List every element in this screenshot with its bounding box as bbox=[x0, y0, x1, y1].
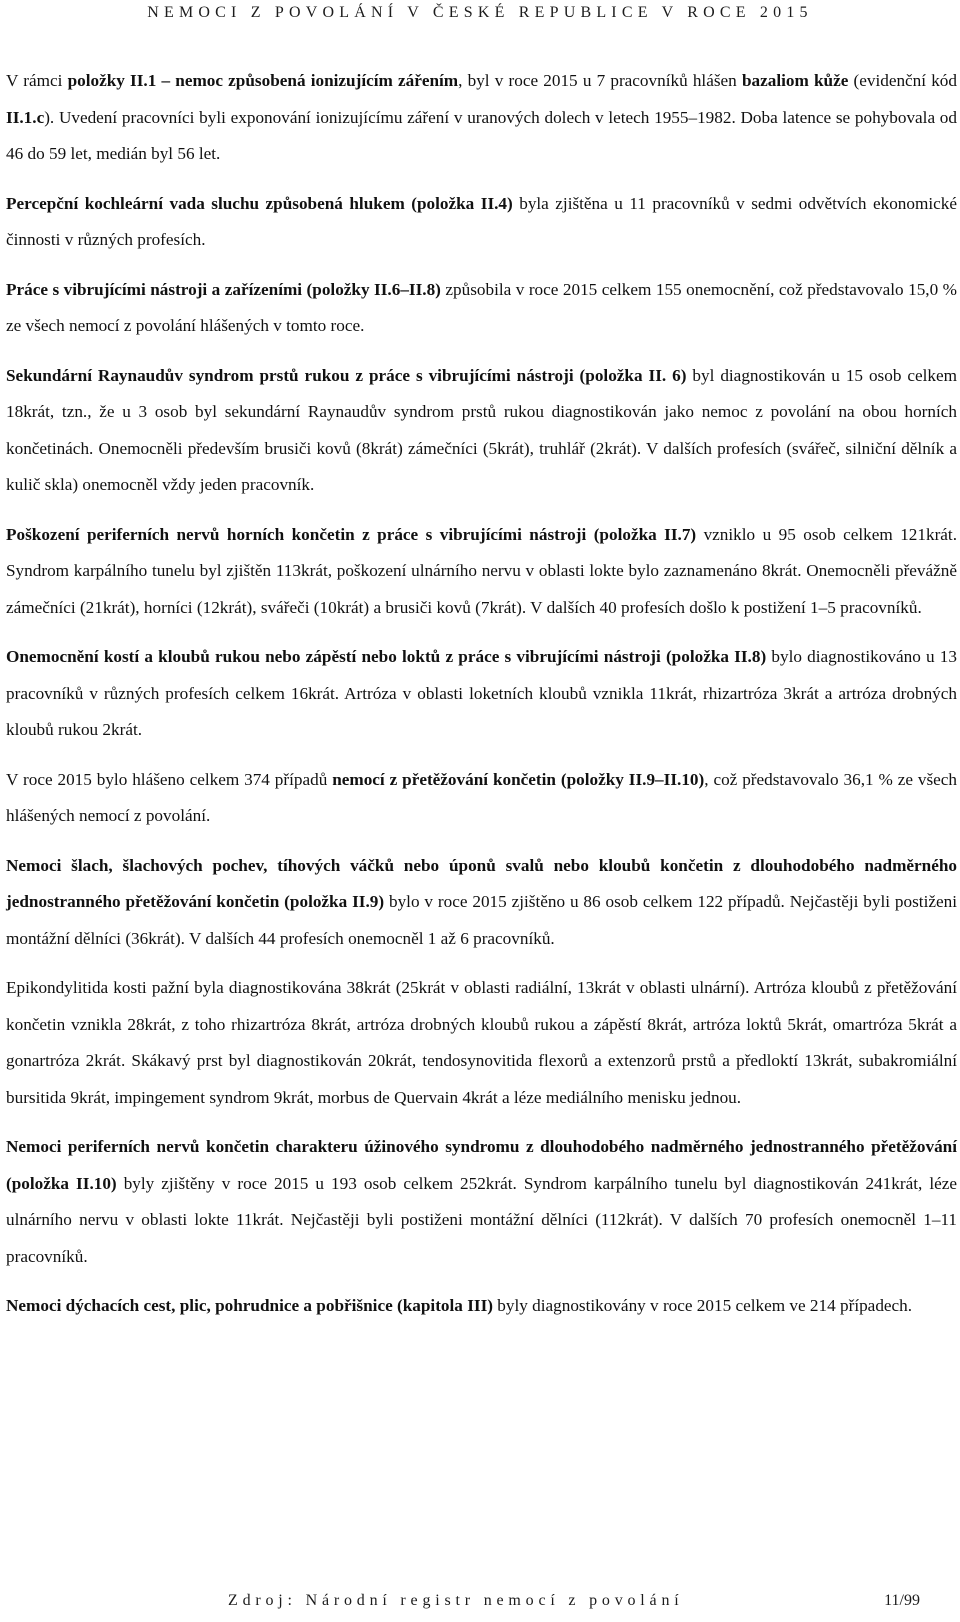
bold-text-run: Sekundární Raynaudův syndrom prstů rukou z práce s vibrujícími nástroji (položka II. 6) bbox=[6, 365, 687, 385]
document-body bbox=[6, 63, 957, 1338]
paragraph bbox=[6, 970, 957, 1116]
text-run: bylo v roce 2015 zjištěno u 86 osob celkem 122 případů. Nejčastěji byli postiženi montážní dělníci (36krát). V dalších 44 profesích onemocněl 1 až 6 pracovníků. bbox=[6, 892, 957, 948]
paragraph bbox=[6, 272, 957, 345]
paragraph bbox=[6, 848, 957, 958]
bold-text-run: Onemocnění kostí a kloubů rukou nebo zápěstí nebo loktů z práce s vibrujícími nástroji (položka II.8) bbox=[6, 647, 767, 666]
paragraph bbox=[6, 1288, 957, 1325]
text-run: , což představovalo 36,1 % ze všech hlášených nemocí z povolání. bbox=[6, 769, 957, 825]
text-run: byl diagnostikován u 15 osob celkem 18krát, tzn., že u 3 osob byl sekundární Raynaudův syndrom prstů rukou diagnostikován jako nemoc z povolání na obou horních končetinách. Onemocněli především brusiči kovů (8krát) zámečníci (5krát), truhlář (2krát). V dalších profesích (svářeč, silniční dělník a kulič skla) onemocněl vždy jeden pracovník. bbox=[6, 365, 957, 494]
text-run: V roce 2015 bylo hlášeno celkem 374 případů bbox=[6, 769, 333, 789]
page-header: NEMOCI Z POVOLÁNÍ V ČESKÉ REPUBLICE V ROCE 2015 bbox=[147, 4, 813, 21]
bold-text-run: II.1.c bbox=[6, 107, 45, 127]
text-run: (evidenční kód bbox=[848, 71, 957, 90]
paragraph bbox=[6, 639, 957, 749]
text-run: vzniklo u 95 osob celkem 121krát. Syndrom karpálního tunelu byl zjištěn 113krát, poškození ulnárního nervu v oblasti lokte bylo zaznamenáno 8krát. Onemocněli převážně zámečníci (21krát), horníci (12krát), svářeči (10krát) a brusiči kovů (7krát). V dalších 40 profesích došlo k postižení 1–5 pracovníků. bbox=[6, 524, 957, 617]
page-number: 11/99 bbox=[884, 1592, 920, 1609]
bold-text-run: Nemoci periferních nervů končetin charakteru úžinového syndromu z dlouhodobého nadměrného jednostranného přetěžování (položka II.10) bbox=[6, 1137, 957, 1193]
text-run: V rámci bbox=[6, 71, 68, 90]
bold-text-run: Nemoci šlach, šlachových pochev, tíhových váčků nebo úponů svalů nebo kloubů končetin z dlouhodobého nadměrného jednostranného přetěžování končetin (položka II.9) bbox=[6, 855, 957, 911]
text-run: byla zjištěna u 11 pracovníků v sedmi odvětvích ekonomické činnosti v různých profesích. bbox=[6, 193, 957, 249]
bold-text-run: položky II.1 – nemoc způsobená ionizujícím zářením bbox=[67, 71, 459, 90]
text-run: byly diagnostikovány v roce 2015 celkem ve 214 případech. bbox=[492, 1296, 913, 1315]
paragraph bbox=[6, 517, 957, 627]
paragraph bbox=[6, 186, 957, 259]
bold-text-run: Percepční kochleární vada sluchu způsobená hlukem (položka II.4) bbox=[6, 193, 513, 213]
paragraph bbox=[6, 762, 957, 835]
text-run: byly zjištěny v roce 2015 u 193 osob celkem 252krát. Syndrom karpálního tunelu byl diagnostikován 241krát, léze ulnárního nervu v oblasti lokte 11krát. Nejčastěji byli postiženi montážní dělníci (112krát). V dalších 70 profesích onemocněl 1–11 pracovníků. bbox=[6, 1173, 957, 1266]
bold-text-run: bazaliom kůže bbox=[741, 71, 849, 90]
footer-source: Zdroj: Národní registr nemocí z povolání bbox=[228, 1592, 684, 1609]
paragraph bbox=[6, 63, 957, 173]
text-run: způsobila v roce 2015 celkem 155 onemocnění, což představovalo 15,0 % ze všech nemocí z povolání hlášených v tomto roce. bbox=[6, 279, 957, 335]
bold-text-run: Práce s vibrujícími nástroji a zařízeními (položky II.6–II.8) bbox=[6, 279, 441, 299]
text-run: Epikondylitida kosti pažní byla diagnostikována 38krát (25krát v oblasti radiální, 13krát v oblasti ulnární). Artróza kloubů z přetěžování končetin vznikla 28krát, z toho rhizartróza 8krát, artróza drobných kloubů rukou a zápěstí 8krát, artróza loktů 5krát, omartróza 5krát a gonartróza 2krát. Skákavý prst byl diagnostikován 20krát, tendosynovitida flexorů a extenzorů prstů a předloktí 13krát, subakromiální bursitida 9krát, impingement syndrom 9krát, morbus de Quervain 4krát a léze mediálního menisku jednou. bbox=[6, 978, 957, 1107]
text-run: bylo diagnostikováno u 13 pracovníků v různých profesích celkem 16krát. Artróza v oblasti loketních kloubů vznikla 11krát, rhizartróza 3krát a artróza drobných kloubů rukou 2krát. bbox=[6, 647, 957, 739]
paragraph bbox=[6, 1129, 957, 1275]
bold-text-run: Nemoci dýchacích cest, plic, pohrudnice a pobřišnice (kapitola III) bbox=[6, 1296, 493, 1315]
paragraph bbox=[6, 358, 957, 504]
bold-text-run: Poškození periferních nervů horních končetin z práce s vibrujícími nástroji (položka II.7) bbox=[6, 524, 697, 544]
bold-text-run: nemocí z přetěžování končetin (položky II.9–II.10) bbox=[332, 769, 705, 789]
text-run: , byl v roce 2015 u 7 pracovníků hlášen bbox=[458, 71, 742, 90]
text-run: ). Uvedení pracovníci byli exponování ionizujícímu záření v uranových dolech v letech 1955–1982. Doba latence se pohybovala od 46 do 59 let, medián byl 56 let. bbox=[6, 107, 957, 163]
